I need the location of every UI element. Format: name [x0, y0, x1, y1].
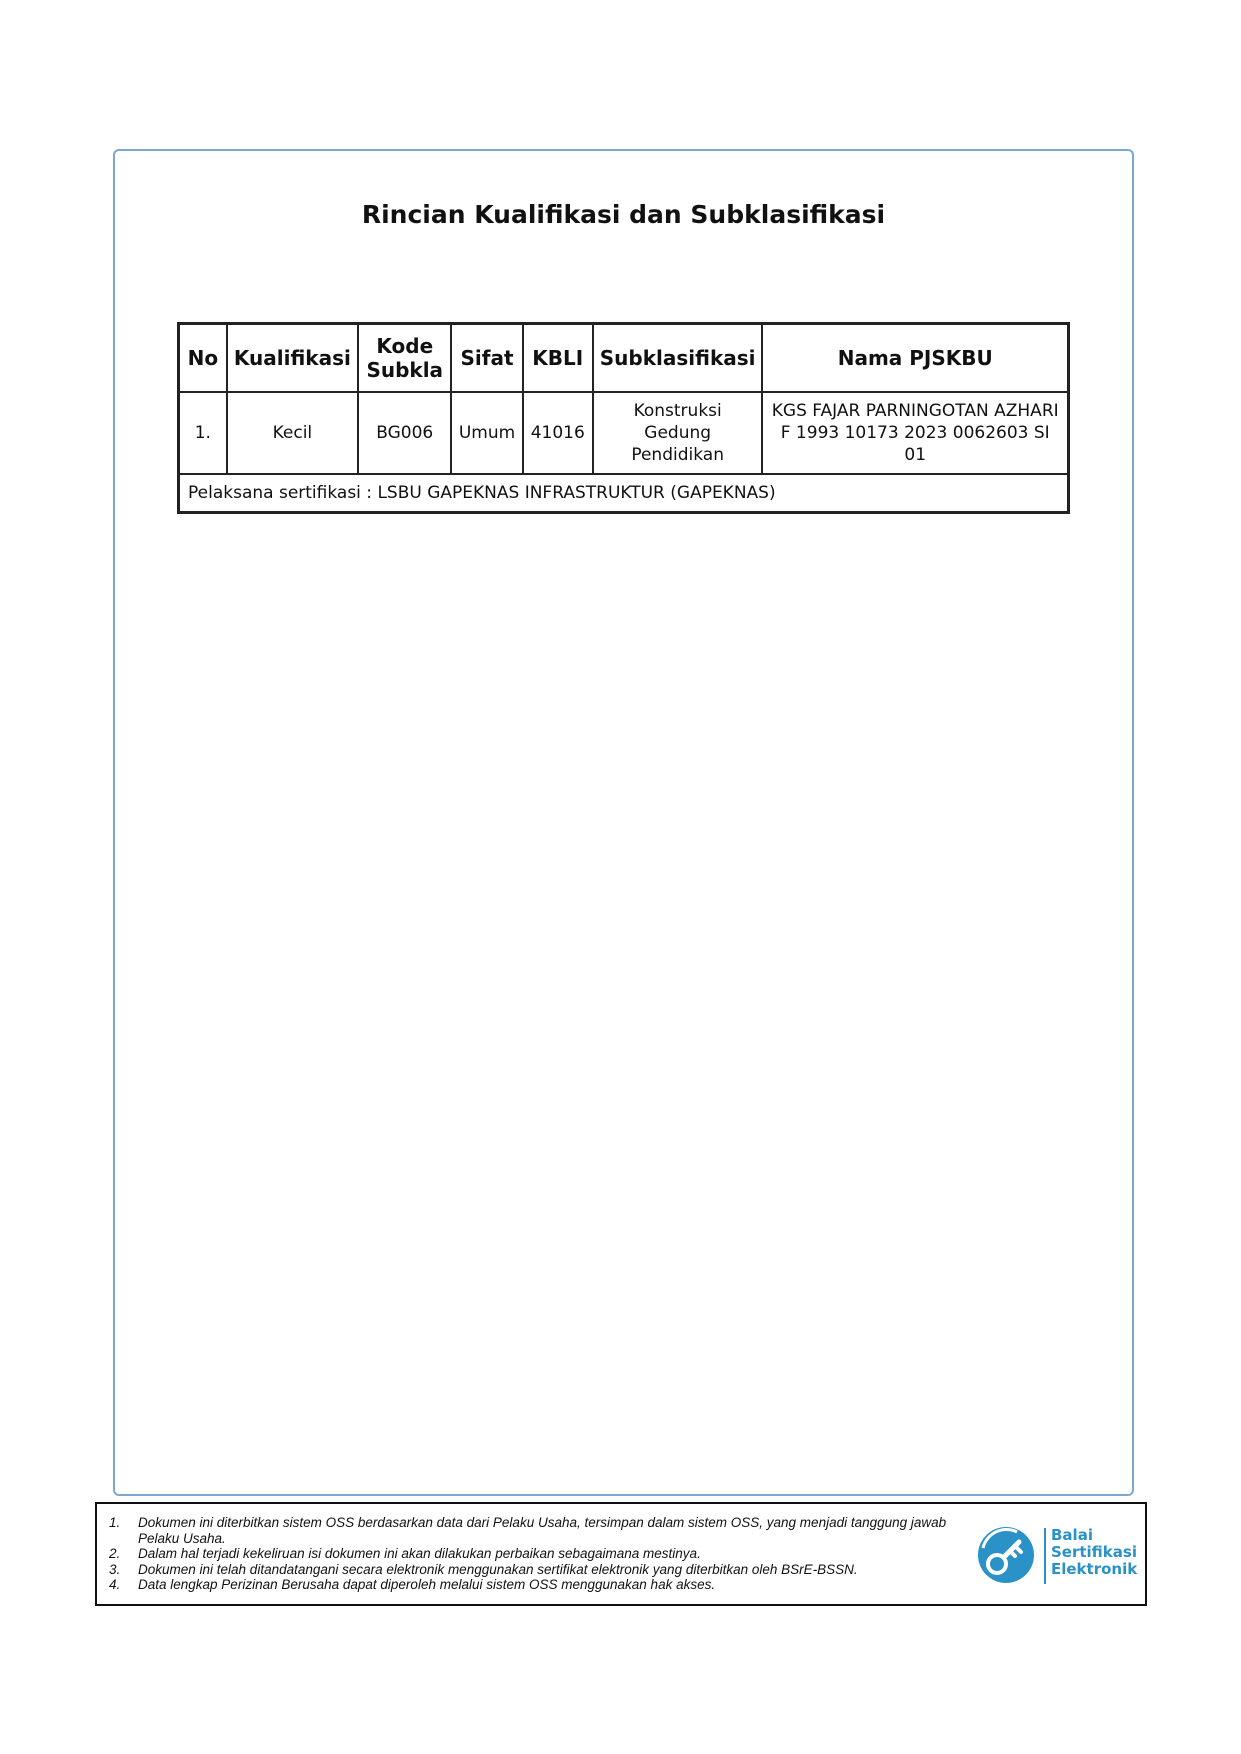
pelaksana-row [179, 474, 1069, 513]
subklasifikasi-line: Pendidikan [631, 445, 724, 465]
logo-line: Elektronik [1051, 1560, 1138, 1578]
note-item [109, 1546, 1069, 1562]
header-nama-pjskbu: Nama PJSKBU [762, 324, 1068, 393]
logo-line: Balai [1051, 1526, 1093, 1544]
logo-divider [1044, 1528, 1046, 1584]
note-item [109, 1562, 1069, 1578]
table-row [179, 392, 1069, 474]
note-number: 3. [109, 1561, 121, 1577]
cell-no: 1. [179, 392, 227, 474]
note-number: 2. [109, 1546, 121, 1561]
bsre-key-icon [977, 1526, 1035, 1584]
pelaksana-sertifikasi: Pelaksana sertifikasi : LSBU GAPEKNAS INFRASTRUKTUR (GAPEKNAS) [179, 474, 1069, 513]
note-text: Dalam hal terjadi kekeliruan isi dokumen ini akan dilakukan perbaikan sebagaimana mestinya. [138, 1546, 701, 1561]
cell-kualifikasi: Kecil [227, 392, 358, 474]
header-sifat: Sifat [451, 324, 522, 393]
header-kode-subkla [358, 324, 451, 393]
logo-line: Sertifikasi [1051, 1543, 1137, 1561]
note-number: 1. [109, 1515, 121, 1530]
header-kode-subkla-line1: Kode [376, 334, 434, 358]
note-text: Dokumen ini diterbitkan sistem OSS berdasarkan data dari Pelaku Usaha, tersimpan dalam sistem OSS, yang menjadi tanggung jawab [138, 1515, 947, 1530]
cell-subklasifikasi [593, 392, 763, 474]
header-kualifikasi: Kualifikasi [227, 324, 358, 393]
header-subklasifikasi: Subklasifikasi [593, 324, 763, 393]
note-text: Dokumen ini telah ditandatangani secara elektronik menggunakan sertifikat elektronik yang diterbitkan oleh BSrE-BSSN. [138, 1561, 858, 1577]
notes-list [109, 1515, 1069, 1593]
note-item [109, 1577, 1069, 1593]
nama-pjskbu-name: KGS FAJAR PARNINGOTAN AZHARI [771, 401, 1059, 421]
kualifikasi-table [177, 322, 1070, 514]
footer-notes-box [95, 1502, 1147, 1606]
note-number: 4. [109, 1577, 121, 1592]
note-text-continued: Pelaku Usaha. [138, 1530, 226, 1546]
header-no: No [179, 324, 227, 393]
cell-kode-subkla: BG006 [358, 392, 451, 474]
logo-text [1051, 1527, 1137, 1578]
document-title: Rincian Kualifikasi dan Subklasifikasi [361, 200, 886, 229]
note-item [109, 1515, 1069, 1546]
header-kode-subkla-line2: Subkla [366, 358, 444, 382]
nama-pjskbu-number: F 1993 10173 2023 0062603 SI 01 [780, 423, 1050, 465]
cell-sifat: Umum [451, 392, 522, 474]
note-text: Data lengkap Perizinan Berusaha dapat diperoleh melalui sistem OSS menggunakan hak akses. [138, 1577, 716, 1592]
table-header-row [179, 324, 1069, 393]
subklasifikasi-line: Gedung [644, 423, 712, 443]
subklasifikasi-line: Konstruksi [633, 401, 722, 421]
cell-nama-pjskbu [762, 392, 1068, 474]
header-kbli: KBLI [523, 324, 593, 393]
bsre-logo [977, 1524, 1142, 1588]
cell-kbli: 41016 [523, 392, 593, 474]
